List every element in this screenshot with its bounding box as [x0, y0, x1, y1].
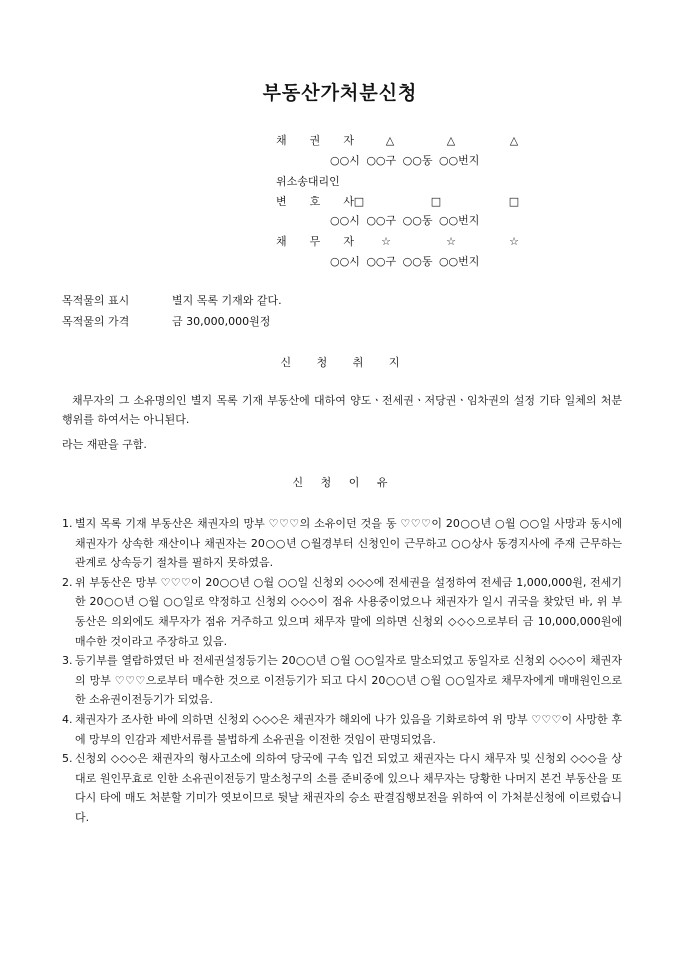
lawyer-mark: □ [508, 195, 520, 208]
lawyer-row [0, 194, 680, 210]
attorney-header: 위소송대리인 [276, 175, 340, 188]
document-title: 부동산가처분신청 [262, 82, 418, 104]
reason-text: 채권자가 조사한 바에 의하면 신청외 ◇◇◇은 채권자가 해외에 나가 있음을 기화로하여 위 망부 ♡♡♡이 사망한 후에 망부의 인감과 제반서류를 불법하게 소유권을 이전한 것임이 판명되었음. [75, 712, 622, 746]
reason-item [62, 514, 622, 573]
debtor-mark: ☆ [446, 235, 456, 248]
reason-item [62, 749, 622, 827]
attorney-row [0, 174, 680, 190]
reason-item [62, 651, 622, 710]
object-display-row [62, 293, 282, 309]
lawyer-role: 변 호 사 [276, 195, 354, 208]
debtor-mark: ☆ [381, 235, 391, 248]
lawyer-mark: □ [430, 195, 442, 208]
reason-text: 신청외 ◇◇◇은 채권자의 형사고소에 의하여 당국에 구속 입건 되었고 채권자는 다시 채무자 및 신청외 ◇◇◇을 상대로 원인무효로 인한 소유권이전등기 말소청구의 소를 준비중에 있으나 채무자는 당황한 나머지 본건 부동산을 또 다시 타에 매도 처분할 기미가 엿보이므로 뒷날 채권자의 승소 판결집행보전을 위하여 이 가처분신청에 이르렀습니다. [75, 752, 622, 824]
object-display-label: 목적물의 표시 [62, 294, 130, 307]
creditor-row [0, 133, 680, 149]
creditor-address-row [0, 153, 680, 169]
debtor-row [0, 234, 680, 250]
lawyer-address-row [0, 213, 680, 229]
reason-number: 4. [62, 712, 73, 726]
reason-text: 위 부동산은 망부 ♡♡♡이 20○○년 ○월 ○○일 신청외 ◇◇◇에 전세권을 설정하여 전세금 1,000,000원, 전세기한 20○○년 ○월 ○○일로 약정하고 신청외 ◇◇◇이 점유 사용중이었으나 채권자가 일시 귀국을 찾았던 바, 위 부동산은 의외에도 채무자가 점유 거주하고 있으며 채무자 말에 의하면 신청외 ◇◇◇으로부터 금 10,000,000원에 매수한 것이라고 주장하고 있음. [75, 575, 622, 648]
reasons-heading: 신 청 이 유 [292, 476, 388, 489]
reason-number: 3. [62, 654, 73, 668]
lawyer-address: ○○시 ○○구 ○○동 ○○번지 [330, 214, 480, 227]
debtor-address: ○○시 ○○구 ○○동 ○○번지 [330, 255, 480, 268]
creditor-mark: △ [509, 134, 519, 147]
reason-number: 2. [62, 575, 73, 589]
creditor-mark: △ [446, 134, 456, 147]
debtor-role: 채 무 자 [276, 235, 354, 248]
reason-item [62, 573, 622, 651]
creditor-mark: △ [385, 134, 395, 147]
creditor-address: ○○시 ○○구 ○○동 ○○번지 [330, 154, 480, 167]
reason-item [62, 710, 622, 749]
reason-text: 별지 목록 기재 부동산은 채권자의 망부 ♡♡♡의 소유이던 것을 동 ♡♡♡이 20○○년 ○월 ○○일 사망과 동시에 채권자가 상속한 재산이나 채권자는 20○○년 ○월경부터 신청인이 근무하고 ○○상사 동경지사에 주재 근무하는 관계로 상속등기 절차를 필하지 못하였음. [75, 517, 622, 570]
debtor-mark: ☆ [509, 235, 519, 248]
creditor-role: 채 권 자 [276, 134, 354, 147]
purpose-heading: 신 청 취 지 [280, 356, 400, 369]
object-value-row [62, 314, 270, 330]
purpose-closing: 라는 재판을 구함. [62, 438, 147, 451]
lawyer-mark: □ [353, 195, 365, 208]
object-value-label: 목적물의 가격 [62, 315, 130, 328]
purpose-body: 채무자의 그 소유명의인 별지 목록 기재 부동산에 대하여 양도ㆍ전세권ㆍ저당권ㆍ임차권의 설정 기타 일체의 처분행위를 하여서는 아니된다. [62, 394, 622, 426]
reason-number: 1. [62, 517, 73, 530]
reason-number: 5. [62, 752, 73, 766]
object-value-value: 금 30,000,000원정 [172, 315, 271, 328]
debtor-address-row [0, 254, 680, 270]
reasons-list [62, 514, 622, 828]
object-display-value: 별지 목록 기재와 같다. [172, 294, 282, 307]
reason-text: 등기부를 열람하였던 바 전세권설정등기는 20○○년 ○월 ○○일자로 말소되었고 동일자로 신청외 ◇◇◇이 채권자의 망부 ♡♡♡으로부터 매수한 것으로 이전등기가 되고 다시 20○○년 ○월 ○○일자로 채무자에게 매매원인으로 한 소유권이전등기가 되었음. [75, 654, 622, 707]
